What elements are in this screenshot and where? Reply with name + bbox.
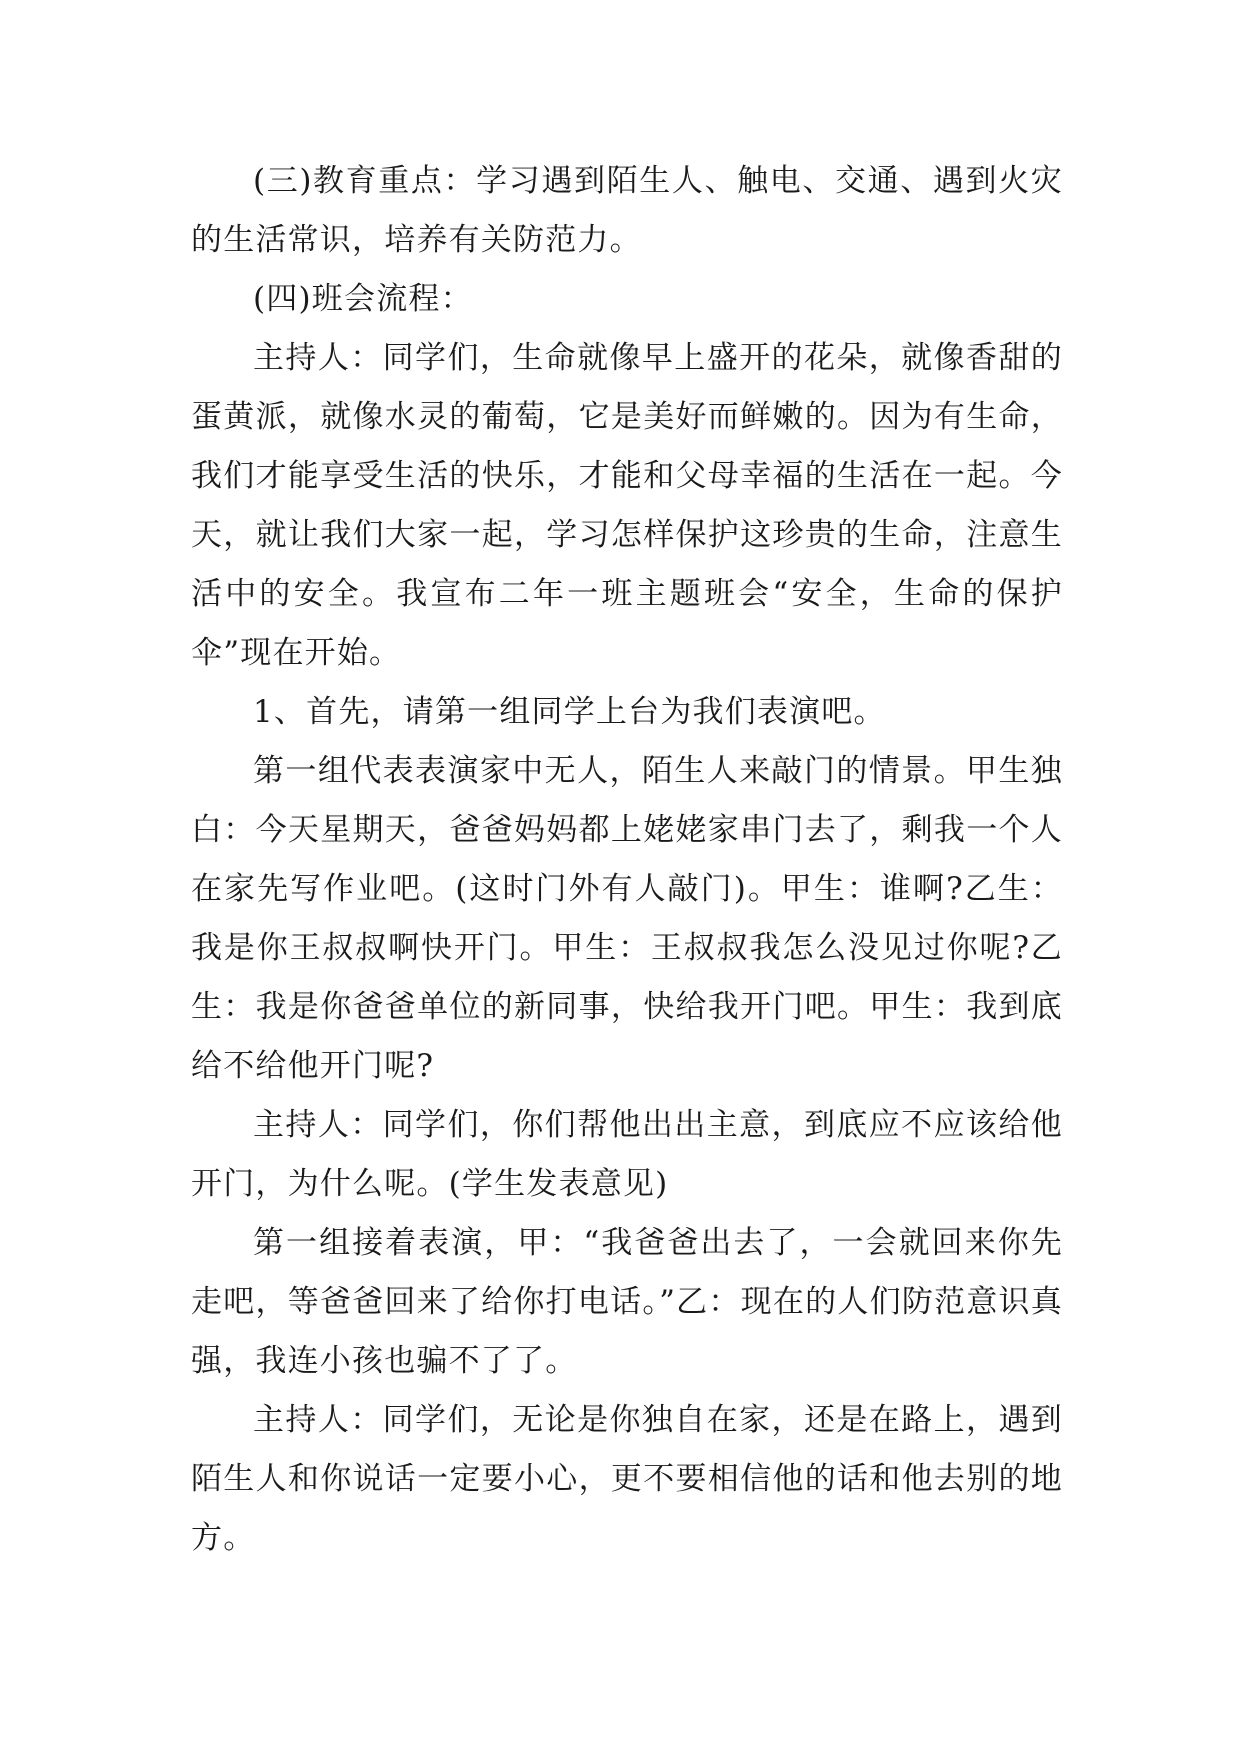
paragraph-host-question: 主持人：同学们，你们帮他出出主意，到底应不应该给他开门，为什么呢。(学生发表意见) [191, 1107, 1063, 1202]
paragraph-step-one: 1、首先，请第一组同学上台为我们表演吧。 [253, 694, 886, 730]
document-page [191, 152, 1063, 1568]
paragraph-host-conclusion: 主持人：同学们，无论是你独自在家，还是在路上，遇到陌生人和你说话一定要小心，更不要相信他的话和他去别的地方。 [191, 1402, 1063, 1556]
paragraph-education-focus: (三)教育重点：学习遇到陌生人、触电、交通、遇到火灾的生活常识，培养有关防范力。 [191, 163, 1063, 258]
paragraph-meeting-process: (四)班会流程： [253, 281, 473, 317]
paragraph-group-one-performance: 第一组代表表演家中无人，陌生人来敲门的情景。甲生独白：今天星期天，爸爸妈妈都上姥姥家串门去了，剩我一个人在家先写作业吧。(这时门外有人敲门)。甲生：谁啊?乙生：我是你王叔叔啊快开门。甲生：王叔叔我怎么没见过你呢?乙生：我是你爸爸单位的新同事，快给我开门吧。甲生：我到底给不给他开门呢? [191, 753, 1063, 1084]
paragraph-host-opening: 主持人：同学们，生命就像早上盛开的花朵，就像香甜的蛋黄派，就像水灵的葡萄，它是美好而鲜嫩的。因为有生命，我们才能享受生活的快乐，才能和父母幸福的生活在一起。今天，就让我们大家一起，学习怎样保护这珍贵的生命，注意生活中的安全。我宣布二年一班主题班会“安全，生命的保护伞”现在开始。 [191, 340, 1063, 671]
paragraph-group-one-continues: 第一组接着表演，甲：“我爸爸出去了，一会就回来你先走吧，等爸爸回来了给你打电话。”乙：现在的人们防范意识真强，我连小孩也骗不了了。 [191, 1225, 1063, 1379]
